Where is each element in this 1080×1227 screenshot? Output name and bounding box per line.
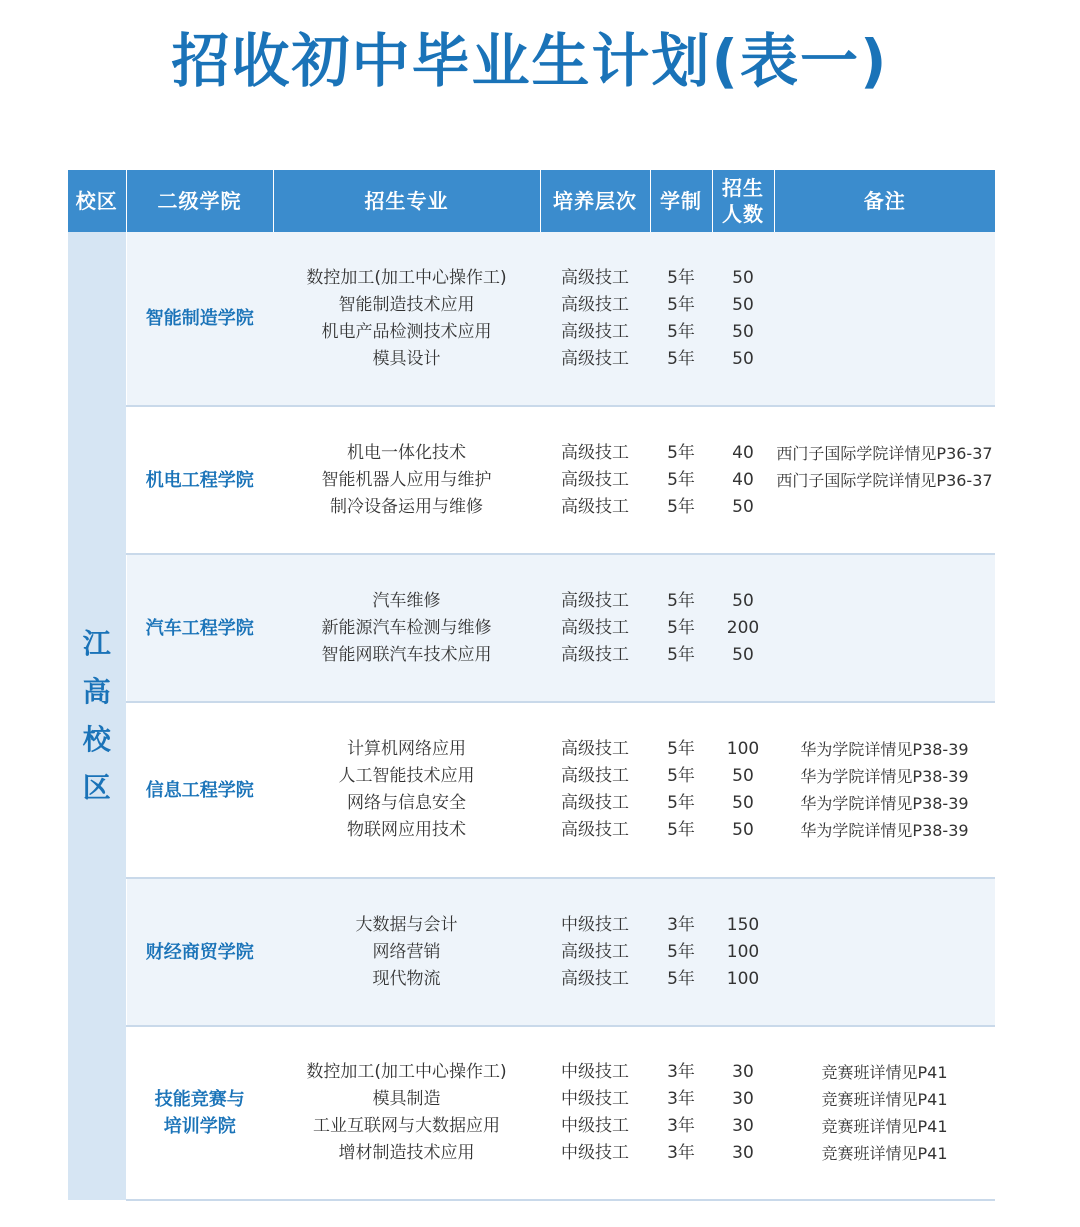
- quota-value: 150: [726, 914, 760, 935]
- major-value: 智能机器人应用与维护: [321, 469, 492, 490]
- major-cell: [273, 1026, 540, 1200]
- major-value: 工业互联网与大数据应用: [313, 1116, 500, 1136]
- level-value: 中级技工: [561, 1062, 629, 1082]
- note-value: [774, 265, 995, 292]
- quota-value: 40: [732, 442, 754, 463]
- header-note: 备注: [774, 170, 995, 232]
- quota-value: 30: [732, 1116, 754, 1136]
- note-value: [774, 615, 995, 642]
- quota-value: 50: [732, 644, 754, 665]
- duration-value: 3年: [667, 1116, 695, 1136]
- college-name-cell: [126, 1026, 273, 1200]
- campus-char: 江: [82, 627, 111, 660]
- quota-value: 100: [726, 739, 760, 759]
- note-value: 竞赛班详情见P41: [821, 1117, 948, 1136]
- quota-value: 50: [732, 321, 754, 342]
- level-cell: [540, 554, 650, 702]
- quota-cell: [712, 232, 774, 406]
- college-group-row: [68, 878, 995, 1026]
- duration-value: 5年: [667, 469, 695, 490]
- duration-value: 5年: [667, 793, 695, 813]
- quota-value: 50: [732, 820, 754, 840]
- duration-value: 5年: [667, 739, 695, 759]
- quota-cell: [712, 406, 774, 554]
- duration-value: 5年: [667, 820, 695, 840]
- major-value: 机电产品检测技术应用: [321, 321, 492, 342]
- note-value: [774, 939, 995, 966]
- college-name: 信息工程学院: [145, 779, 254, 801]
- header-quota: [712, 170, 774, 232]
- note-value: 竞赛班详情见P41: [821, 1090, 948, 1109]
- duration-value: 3年: [667, 1143, 695, 1163]
- college-name-cell: [126, 232, 273, 406]
- level-cell: [540, 406, 650, 554]
- major-value: 数控加工(加工中心操作工): [306, 267, 507, 288]
- college-group-row: [68, 554, 995, 702]
- duration-cell: [650, 878, 712, 1026]
- duration-cell: [650, 702, 712, 878]
- major-value: 模具制造: [372, 1089, 441, 1109]
- level-value: 高级技工: [561, 941, 629, 962]
- duration-cell: [650, 406, 712, 554]
- college-name: 财经商贸学院: [145, 941, 254, 963]
- campus-char: 区: [82, 771, 111, 804]
- header-quota-line2: 人数: [722, 202, 764, 226]
- note-value: 华为学院详情见P38-39: [800, 821, 969, 840]
- note-value: 西门子国际学院详情见P36-37: [776, 443, 993, 463]
- quota-value: 30: [732, 1062, 754, 1082]
- major-value: 模具设计: [372, 348, 441, 369]
- duration-value: 5年: [667, 766, 695, 786]
- level-value: 高级技工: [561, 469, 629, 490]
- level-cell: [540, 1026, 650, 1200]
- level-value: 中级技工: [561, 1143, 629, 1163]
- quota-value: 50: [732, 294, 754, 315]
- major-cell: [273, 878, 540, 1026]
- quota-value: 50: [732, 766, 754, 786]
- header-level: 培养层次: [540, 170, 650, 232]
- level-value: 高级技工: [561, 793, 629, 813]
- note-cell: [774, 702, 995, 878]
- header-major: 招生专业: [273, 170, 540, 232]
- level-value: 高级技工: [561, 321, 629, 342]
- quota-value: 50: [732, 267, 754, 288]
- major-cell: [273, 702, 540, 878]
- header-campus: 校区: [68, 170, 126, 232]
- duration-value: 5年: [667, 617, 695, 638]
- note-cell: [774, 554, 995, 702]
- header-duration: 学制: [650, 170, 712, 232]
- duration-value: 5年: [667, 644, 695, 665]
- note-cell: [774, 232, 995, 406]
- major-value: 人工智能技术应用: [338, 766, 475, 786]
- note-value: 华为学院详情见P38-39: [800, 740, 969, 759]
- duration-value: 5年: [667, 941, 695, 962]
- level-value: 高级技工: [561, 644, 629, 665]
- quota-value: 100: [726, 941, 760, 962]
- level-value: 高级技工: [561, 968, 629, 989]
- level-value: 高级技工: [561, 739, 629, 759]
- level-value: 高级技工: [561, 267, 629, 288]
- note-value: 竞赛班详情见P41: [821, 1144, 948, 1163]
- level-cell: [540, 232, 650, 406]
- duration-value: 5年: [667, 321, 695, 342]
- level-value: 中级技工: [561, 914, 629, 935]
- note-value: 华为学院详情见P38-39: [800, 767, 969, 786]
- enrollment-table: [68, 170, 995, 1201]
- major-cell: [273, 406, 540, 554]
- major-cell: [273, 554, 540, 702]
- note-value: [774, 346, 995, 373]
- college-name: 汽车工程学院: [145, 617, 254, 639]
- duration-value: 3年: [667, 1062, 695, 1082]
- quota-value: 50: [732, 348, 754, 369]
- major-value: 网络与信息安全: [347, 793, 466, 813]
- level-value: 高级技工: [561, 496, 629, 517]
- major-value: 增材制造技术应用: [338, 1143, 475, 1163]
- duration-value: 3年: [667, 914, 695, 935]
- college-name: 培训学院: [163, 1116, 236, 1137]
- level-value: 高级技工: [561, 617, 629, 638]
- level-value: 高级技工: [561, 442, 629, 463]
- college-group-row: [68, 232, 995, 406]
- level-value: 中级技工: [561, 1089, 629, 1109]
- major-value: 汽车维修: [372, 590, 441, 611]
- duration-cell: [650, 232, 712, 406]
- major-value: 智能网联汽车技术应用: [321, 644, 492, 665]
- major-value: 制冷设备运用与维修: [330, 496, 483, 517]
- duration-value: 5年: [667, 968, 695, 989]
- quota-value: 50: [732, 590, 754, 611]
- level-cell: [540, 878, 650, 1026]
- major-value: 智能制造技术应用: [338, 294, 475, 315]
- level-value: 高级技工: [561, 294, 629, 315]
- duration-value: 5年: [667, 590, 695, 611]
- major-value: 新能源汽车检测与维修: [321, 617, 492, 638]
- table-header-row: [68, 170, 995, 232]
- note-value: 竞赛班详情见P41: [821, 1063, 948, 1082]
- quota-value: 200: [726, 617, 760, 638]
- duration-cell: [650, 1026, 712, 1200]
- duration-value: 5年: [667, 294, 695, 315]
- major-value: 机电一体化技术: [347, 442, 466, 463]
- note-value: [774, 292, 995, 319]
- header-college: 二级学院: [126, 170, 273, 232]
- campus-char: 校: [82, 723, 111, 756]
- level-cell: [540, 702, 650, 878]
- major-value: 物联网应用技术: [347, 820, 466, 840]
- note-value: 华为学院详情见P38-39: [800, 794, 969, 813]
- quota-value: 100: [726, 968, 760, 989]
- college-group-row: [68, 406, 995, 554]
- quota-value: 50: [732, 793, 754, 813]
- major-value: 大数据与会计: [355, 914, 458, 935]
- note-value: [774, 642, 995, 669]
- note-value: [774, 494, 995, 521]
- major-value: 计算机网络应用: [347, 739, 466, 759]
- level-value: 高级技工: [561, 820, 629, 840]
- duration-value: 5年: [667, 348, 695, 369]
- campus-char: 高: [82, 675, 111, 708]
- duration-cell: [650, 554, 712, 702]
- level-value: 高级技工: [561, 348, 629, 369]
- college-name: 技能竞赛与: [154, 1089, 245, 1110]
- campus-cell: [68, 232, 126, 1200]
- quota-value: 50: [732, 496, 754, 517]
- quota-cell: [712, 1026, 774, 1200]
- college-group-row: [68, 1026, 995, 1200]
- quota-cell: [712, 702, 774, 878]
- note-value: [774, 966, 995, 993]
- college-name: 机电工程学院: [145, 469, 254, 491]
- header-quota-line1: 招生: [722, 176, 764, 200]
- college-name-cell: [126, 702, 273, 878]
- major-value: 数控加工(加工中心操作工): [306, 1062, 507, 1082]
- duration-value: 5年: [667, 442, 695, 463]
- college-name-cell: [126, 878, 273, 1026]
- duration-value: 3年: [667, 1089, 695, 1109]
- level-value: 高级技工: [561, 590, 629, 611]
- quota-value: 30: [732, 1089, 754, 1109]
- quota-value: 40: [732, 469, 754, 490]
- level-value: 中级技工: [561, 1116, 629, 1136]
- college-name-cell: [126, 554, 273, 702]
- note-value: 西门子国际学院详情见P36-37: [776, 470, 993, 490]
- note-cell: [774, 878, 995, 1026]
- page-title: 招收初中毕业生计划(表一): [171, 27, 889, 95]
- duration-value: 5年: [667, 496, 695, 517]
- college-name: 智能制造学院: [145, 308, 254, 329]
- college-name-cell: [126, 406, 273, 554]
- note-cell: [774, 406, 995, 554]
- duration-value: 5年: [667, 267, 695, 288]
- quota-cell: [712, 878, 774, 1026]
- quota-value: 30: [732, 1143, 754, 1163]
- quota-cell: [712, 554, 774, 702]
- note-cell: [774, 1026, 995, 1200]
- major-value: 网络营销: [372, 941, 441, 962]
- level-value: 高级技工: [561, 766, 629, 786]
- major-value: 现代物流: [372, 968, 441, 989]
- note-value: [774, 588, 995, 615]
- note-value: [774, 912, 995, 939]
- major-cell: [273, 232, 540, 406]
- college-group-row: [68, 702, 995, 878]
- note-value: [774, 319, 995, 346]
